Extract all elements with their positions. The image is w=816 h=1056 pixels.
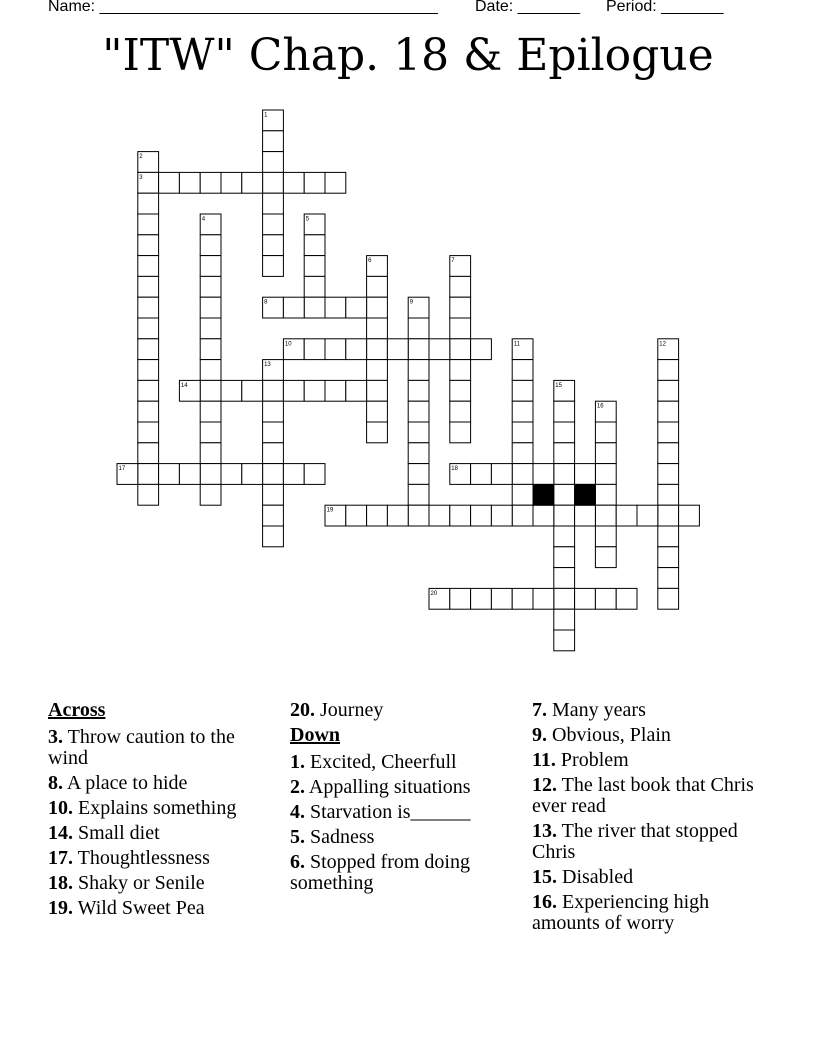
grid-cell[interactable] [512,401,533,422]
down-clue [532,821,772,863]
cell-number: 7 [451,258,455,265]
grid-cell[interactable] [408,360,429,381]
grid-cell[interactable] [554,422,575,443]
down-clue [290,802,515,823]
grid-cell[interactable] [595,526,616,547]
cell-number: 1 [264,112,268,119]
cell-number: 3 [139,174,143,181]
clue-text: Small diet [73,822,160,844]
grid-cell[interactable] [304,256,325,277]
across-clue [48,727,268,769]
grid-cell[interactable] [658,588,679,609]
grid-cell[interactable] [554,484,575,505]
grid-cell[interactable] [512,588,533,609]
grid-cell[interactable] [512,505,533,526]
cell-number: 19 [326,507,334,514]
cell-number: 9 [409,299,414,306]
grid-cell[interactable] [200,464,221,485]
clue-column-3 [532,700,772,938]
grid-cell[interactable] [221,172,242,193]
cell-number: 5 [305,216,310,223]
grid-cell[interactable] [263,152,284,173]
grid-cell[interactable] [658,380,679,401]
grid-cell[interactable] [138,276,159,297]
grid-cell[interactable] [575,588,596,609]
grid-cell[interactable] [242,380,263,401]
grid-cell[interactable] [304,297,325,318]
grid-cell[interactable] [367,380,388,401]
grid-cell[interactable] [450,422,471,443]
grid-cell[interactable] [491,588,512,609]
grid-cell[interactable] [263,380,284,401]
clue-text: Problem [555,749,629,771]
grid-cell[interactable] [138,256,159,277]
grid-cell[interactable] [283,297,304,318]
grid-cell[interactable] [512,443,533,464]
cell-number: 13 [264,362,271,369]
grid-cell[interactable] [200,360,221,381]
grid-cell[interactable] [658,484,679,505]
grid-cell[interactable] [242,464,263,485]
cell-number: 11 [513,341,520,348]
grid-cell[interactable] [554,505,575,526]
grid-cell[interactable] [512,464,533,485]
clue-text: Excited, Cheerfull [305,751,457,773]
grid-cell[interactable] [138,193,159,214]
grid-cell[interactable] [263,526,284,547]
grid-cell[interactable] [450,339,471,360]
clue-text: Thoughtlessness [73,847,210,869]
grid-cell[interactable] [450,588,471,609]
grid-cell[interactable] [263,464,284,485]
grid-cell[interactable] [179,464,200,485]
grid-cell[interactable] [242,172,263,193]
grid-cell[interactable] [408,318,429,339]
grid-cell[interactable] [138,339,159,360]
across-clue [48,873,268,894]
grid-cell[interactable] [367,297,388,318]
grid-cell[interactable] [450,297,471,318]
down-clue [532,700,772,721]
clue-number: 17. [48,847,73,869]
clue-text: Wild Sweet Pea [73,897,205,919]
cell-number: 12 [659,341,666,348]
grid-cell[interactable] [658,401,679,422]
clue-number: 12. [532,774,557,796]
grid-cell[interactable] [450,505,471,526]
grid-cell[interactable] [387,339,408,360]
grid-cell[interactable] [346,297,367,318]
cell-number: 15 [555,382,562,389]
cell-number: 20 [430,590,438,597]
blocked-cell [533,484,554,505]
grid-cell[interactable] [512,422,533,443]
across-clue [48,823,268,844]
grid-cell[interactable] [616,505,637,526]
grid-cell[interactable] [138,464,159,485]
clue-text: Experiencing high amounts of worry [532,891,710,934]
grid-cell[interactable] [679,505,700,526]
grid-cell[interactable] [408,443,429,464]
grid-cell[interactable] [200,422,221,443]
grid-cell[interactable] [159,172,180,193]
across-clue [290,700,515,721]
clue-heading: Down [290,724,341,746]
down-clue [532,750,772,771]
period-field[interactable]: Period: _______ [606,0,724,15]
grid-cell[interactable] [179,172,200,193]
grid-cell[interactable] [554,588,575,609]
grid-cell[interactable] [658,526,679,547]
grid-cell[interactable] [138,235,159,256]
grid-cell[interactable] [658,505,679,526]
grid-cell[interactable] [450,318,471,339]
clue-number: 13. [532,820,557,842]
grid-cell[interactable] [554,630,575,651]
grid-cell[interactable] [263,172,284,193]
down-clue [290,752,515,773]
clue-text: Explains something [73,797,237,819]
grid-cell[interactable] [367,318,388,339]
clue-number: 5. [290,826,305,848]
clue-text: Obvious, Plain [547,724,671,746]
clue-number: 3. [48,726,63,748]
grid-cell[interactable] [304,339,325,360]
grid-cell[interactable] [408,422,429,443]
grid-cell[interactable] [263,214,284,235]
cell-number: 16 [596,403,604,410]
grid-cell[interactable] [200,401,221,422]
grid-cell[interactable] [200,235,221,256]
cell-number: 18 [451,466,458,473]
clue-number: 9. [532,724,547,746]
grid-cell[interactable] [533,588,554,609]
grid-cell[interactable] [471,464,492,485]
clue-number: 4. [290,801,305,823]
clue-text: Starvation is______ [305,801,471,823]
grid-cell[interactable] [325,339,346,360]
grid-cell[interactable] [263,484,284,505]
grid-cell[interactable] [491,464,512,485]
grid-cell[interactable] [658,443,679,464]
grid-cell[interactable] [512,380,533,401]
grid-cell[interactable] [491,505,512,526]
grid-cell[interactable] [554,526,575,547]
grid-cell[interactable] [346,505,367,526]
grid-cell[interactable] [138,484,159,505]
grid-cell[interactable] [658,360,679,381]
grid-cell[interactable] [200,484,221,505]
grid-cell[interactable] [200,380,221,401]
grid-cell[interactable] [450,276,471,297]
grid-cell[interactable] [304,276,325,297]
grid-cell[interactable] [429,505,450,526]
grid-cell[interactable] [346,339,367,360]
grid-cell[interactable] [325,172,346,193]
across-clue [48,848,268,869]
clue-number: 10. [48,797,73,819]
page-title: "ITW" Chap. 18 & Epilogue [102,30,714,81]
grid-cell[interactable] [533,505,554,526]
across-clue [48,773,268,794]
grid-cell[interactable] [367,339,388,360]
date-field[interactable]: Date: _______ [475,0,580,15]
grid-cell[interactable] [637,505,658,526]
grid-cell[interactable] [200,256,221,277]
grid-cell[interactable] [304,464,325,485]
down-clue [290,852,515,894]
clue-number: 6. [290,851,305,873]
grid-cell[interactable] [471,505,492,526]
clue-number: 2. [290,776,305,798]
grid-cell[interactable] [138,422,159,443]
grid-cell[interactable] [367,401,388,422]
grid-cell[interactable] [554,443,575,464]
grid-cell[interactable] [575,464,596,485]
clue-text: Journey [315,699,384,721]
grid-cell[interactable] [387,505,408,526]
grid-cell[interactable] [595,588,616,609]
grid-cell[interactable] [200,172,221,193]
cell-number: 8 [264,299,268,306]
blocked-cell [575,484,596,505]
clue-heading: Across [48,699,106,721]
across-clue [48,798,268,819]
clue-text: The river that stopped Chris [532,820,738,863]
down-clue [290,827,515,848]
clue-text: A place to hide [63,772,188,794]
grid-cell[interactable] [304,172,325,193]
grid-cell[interactable] [263,422,284,443]
clue-number: 8. [48,772,63,794]
clue-text: Many years [547,699,646,721]
clue-column-1 [48,700,268,923]
grid-cell[interactable] [450,401,471,422]
grid-cell[interactable] [616,588,637,609]
clue-number: 18. [48,872,73,894]
cell-number: 4 [201,216,206,223]
grid-cell[interactable] [575,505,596,526]
grid-cell[interactable] [325,297,346,318]
down-clue [532,775,772,817]
grid-cell[interactable] [200,276,221,297]
grid-cell[interactable] [263,401,284,422]
down-clue [532,892,772,934]
name-field[interactable]: Name: ______________________________________ [48,0,438,15]
cell-number: 6 [368,258,372,265]
grid-cell[interactable] [263,131,284,152]
grid-cell[interactable] [304,380,325,401]
clue-number: 15. [532,866,557,888]
cell-number: 10 [284,341,292,348]
grid-cell[interactable] [263,193,284,214]
cell-number: 2 [139,154,143,161]
grid-cell[interactable] [138,297,159,318]
grid-cell[interactable] [283,380,304,401]
grid-cell[interactable] [138,214,159,235]
grid-cell[interactable] [138,380,159,401]
clue-number: 16. [532,891,557,913]
grid-cell[interactable] [325,380,346,401]
grid-cell[interactable] [471,339,492,360]
across-clue [48,898,268,919]
grid-cell[interactable] [367,505,388,526]
clue-text: Shaky or Senile [73,872,205,894]
grid-cell[interactable] [658,422,679,443]
grid-cell[interactable] [658,568,679,589]
grid-cell[interactable] [283,172,304,193]
cell-number: 14 [180,382,188,389]
grid-cell[interactable] [554,609,575,630]
clue-number: 1. [290,751,305,773]
grid-cell[interactable] [408,484,429,505]
grid-cell[interactable] [367,276,388,297]
grid-cell[interactable] [221,464,242,485]
grid-cell[interactable] [512,360,533,381]
down-clue [532,725,772,746]
grid-cell[interactable] [554,547,575,568]
cell-number: 17 [118,466,126,473]
clue-number: 7. [532,699,547,721]
grid-cell[interactable] [263,235,284,256]
grid-cell[interactable] [138,401,159,422]
grid-cell[interactable] [595,505,616,526]
grid-cell[interactable] [471,588,492,609]
grid-cell[interactable] [367,422,388,443]
grid-cell[interactable] [658,547,679,568]
grid-cell[interactable] [554,401,575,422]
clue-number: 20. [290,699,315,721]
grid-cell[interactable] [533,464,554,485]
clue-text: Stopped from doing something [290,851,470,894]
grid-cell[interactable] [408,401,429,422]
grid-cell[interactable] [367,360,388,381]
down-clue [532,867,772,888]
down-clue [290,777,515,798]
clue-text: Throw caution to the wind [48,726,235,769]
grid-cell[interactable] [263,505,284,526]
grid-cell[interactable] [346,380,367,401]
grid-cell[interactable] [512,484,533,505]
clue-number: 14. [48,822,73,844]
grid-cell[interactable] [450,380,471,401]
grid-cell[interactable] [429,339,450,360]
clue-text: Appalling situations [305,776,471,798]
grid-cell[interactable] [408,464,429,485]
grid-cell[interactable] [283,464,304,485]
grid-cell[interactable] [200,318,221,339]
grid-cell[interactable] [159,464,180,485]
grid-cell[interactable] [304,235,325,256]
grid-cell[interactable] [138,443,159,464]
grid-cell[interactable] [200,443,221,464]
grid-cell[interactable] [408,380,429,401]
grid-cell[interactable] [200,339,221,360]
clue-text: Disabled [557,866,634,888]
grid-cell[interactable] [450,360,471,381]
grid-cell[interactable] [595,422,616,443]
grid-cell[interactable] [554,464,575,485]
grid-cell[interactable] [263,443,284,464]
grid-cell[interactable] [263,256,284,277]
grid-cell[interactable] [221,380,242,401]
grid-cell[interactable] [138,360,159,381]
clue-column-2 [290,700,515,898]
clue-number: 19. [48,897,73,919]
clue-text: Sadness [305,826,375,848]
grid-cell[interactable] [595,484,616,505]
grid-cell[interactable] [200,297,221,318]
clue-text: The last book that Chris ever read [532,774,754,817]
grid-cell[interactable] [408,505,429,526]
clue-number: 11. [532,749,556,771]
grid-cell[interactable] [595,443,616,464]
grid-cell[interactable] [554,568,575,589]
grid-cell[interactable] [408,339,429,360]
grid-cell[interactable] [595,464,616,485]
grid-cell[interactable] [595,547,616,568]
grid-cell[interactable] [138,318,159,339]
grid-cell[interactable] [658,464,679,485]
